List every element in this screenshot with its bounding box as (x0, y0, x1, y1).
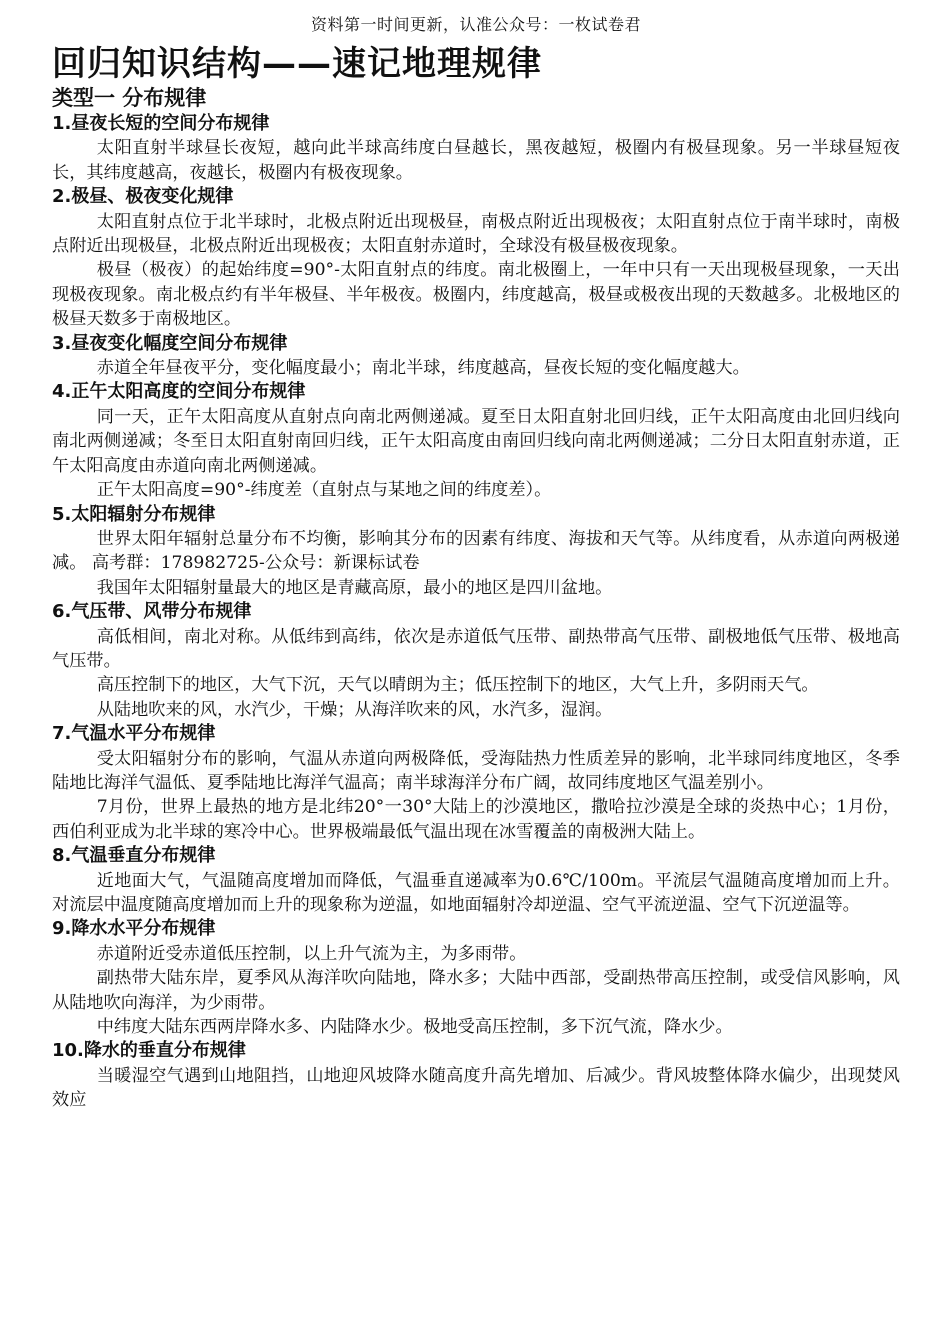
section-heading: 9.降水水平分布规律 (52, 918, 216, 940)
section-2 (52, 185, 900, 331)
section-5 (52, 503, 900, 601)
section-heading: 7.气温水平分布规律 (52, 723, 216, 745)
section-heading: 5.太阳辐射分布规律 (52, 503, 216, 525)
section-heading: 2.极昼、极夜变化规律 (52, 186, 234, 208)
paragraph: 世界太阳年辐射总量分布不均衡，影响其分布的因素有纬度、海拔和天气等。从纬度看，从赤道向两极递减。 高考群：178982725-公众号：新课标试卷 (52, 528, 900, 574)
paragraph: 太阳直射半球昼长夜短，越向此半球高纬度白昼越长，黑夜越短，极圈内有极昼现象。另一半球昼短夜长，其纬度越高，夜越长，极圈内有极夜现象。 (52, 138, 900, 183)
paragraph: 赤道附近受赤道低压控制，以上升气流为主，为多雨带。 (96, 943, 527, 964)
paragraph: 受太阳辐射分布的影响，气温从赤道向两极降低，受海陆热力性质差异的影响，北半球同纬度地区，冬季陆地比海洋气温低、夏季陆地比海洋气温高；南半球海洋分布广阔，故同纬度地区气温差别小。 (52, 748, 900, 793)
paragraph: 副热带大陆东岸，夏季风从海洋吹向陆地，降水多；大陆中西部，受副热带高压控制，或受信风影响，风从陆地吹向海洋，为少雨带。 (52, 968, 900, 1013)
paragraph: 同一天，正午太阳高度从直射点向南北两侧递减。夏至日太阳直射北回归线，正午太阳高度由北回归线向南北两侧递减；冬至日太阳直射南回归线，正午太阳高度由南回归线向南北两侧递减；二分日太阳直射赤道，正午太阳高度由赤道向南北两侧递减。 (52, 406, 900, 476)
paragraph: 近地面大气，气温随高度增加而降低，气温垂直递减率为0.6℃/100m。平流层气温随高度增加而上升。对流层中温度随高度增加而上升的现象称为逆温，如地面辐射冷却逆温、空气平流逆温、空气下沉逆温等。 (52, 870, 900, 915)
section-heading: 6.气压带、风带分布规律 (52, 601, 252, 623)
section-heading: 1.昼夜长短的空间分布规律 (52, 113, 270, 134)
paragraph: 正午太阳高度=90°-纬度差（直射点与某地之间的纬度差）。 (96, 480, 552, 501)
section-4 (52, 380, 900, 502)
section-6 (52, 600, 900, 722)
paragraph: 赤道全年昼夜平分，变化幅度最小；南北半球，纬度越高，昼夜长短的变化幅度越大。 (96, 358, 750, 379)
section-3 (52, 332, 900, 381)
paragraph: 我国年太阳辐射量最大的地区是青藏高原，最小的地区是四川盆地。 (96, 577, 613, 598)
section-10 (52, 1039, 900, 1112)
paragraph: 当暖湿空气遇到山地阻挡，山地迎风坡降水随高度升高先增加、后减少。背风坡整体降水偏少，出现焚风效应 (52, 1065, 900, 1111)
section-heading: 4.正午太阳高度的空间分布规律 (52, 381, 306, 403)
section-heading: 8.气温垂直分布规律 (52, 845, 216, 867)
section-9 (52, 917, 900, 1039)
section-heading: 3.昼夜变化幅度空间分布规律 (52, 332, 288, 354)
paragraph: 7月份，世界上最热的地方是北纬20°一30°大陆上的沙漠地区，撒哈拉沙漠是全球的炎热中心；1月份，西伯利亚成为北半球的寒冷中心。世界极端最低气温出现在冰雪覆盖的南极洲大陆上。 (52, 797, 900, 842)
section-7 (52, 722, 900, 844)
paragraph: 高低相间，南北对称。从低纬到高纬，依次是赤道低气压带、副热带高气压带、副极地低气压带、极地高气压带。 (52, 626, 900, 671)
paragraph: 中纬度大陆东西两岸降水多、内陆降水少。极地受高压控制，多下沉气流，降水少。 (96, 1017, 733, 1038)
document-title: 回归知识结构——速记地理规律 (52, 44, 542, 84)
section-8 (52, 844, 900, 917)
paragraph: 极昼（极夜）的起始纬度=90°-太阳直射点的纬度。南北极圈上，一年中只有一天出现极昼现象，一天出现极夜现象。南北极点约有半年极昼、半年极夜。极圈内，纬度越高，极昼或极夜出现的天数越多。北极地区的极昼天数多于南极地区。 (52, 260, 900, 330)
section-1 (52, 112, 900, 185)
header-note: 资料第一时间更新，认准公众号：一枚试卷君 (310, 15, 641, 34)
paragraph: 高压控制下的地区，大气下沉，天气以晴朗为主；低压控制下的地区，大气上升，多阴雨天气。 (96, 675, 819, 696)
section-heading: 10.降水的垂直分布规律 (52, 1040, 246, 1062)
paragraph: 太阳直射点位于北半球时，北极点附近出现极昼，南极点附近出现极夜；太阳直射点位于南半球时，南极点附近出现极昼，北极点附近出现极夜；太阳直射赤道时，全球没有极昼极夜现象。 (52, 211, 900, 257)
type-heading: 类型一 分布规律 (52, 86, 207, 110)
paragraph: 从陆地吹来的风，水汽少，干燥；从海洋吹来的风，水汽多，湿润。 (96, 699, 613, 720)
